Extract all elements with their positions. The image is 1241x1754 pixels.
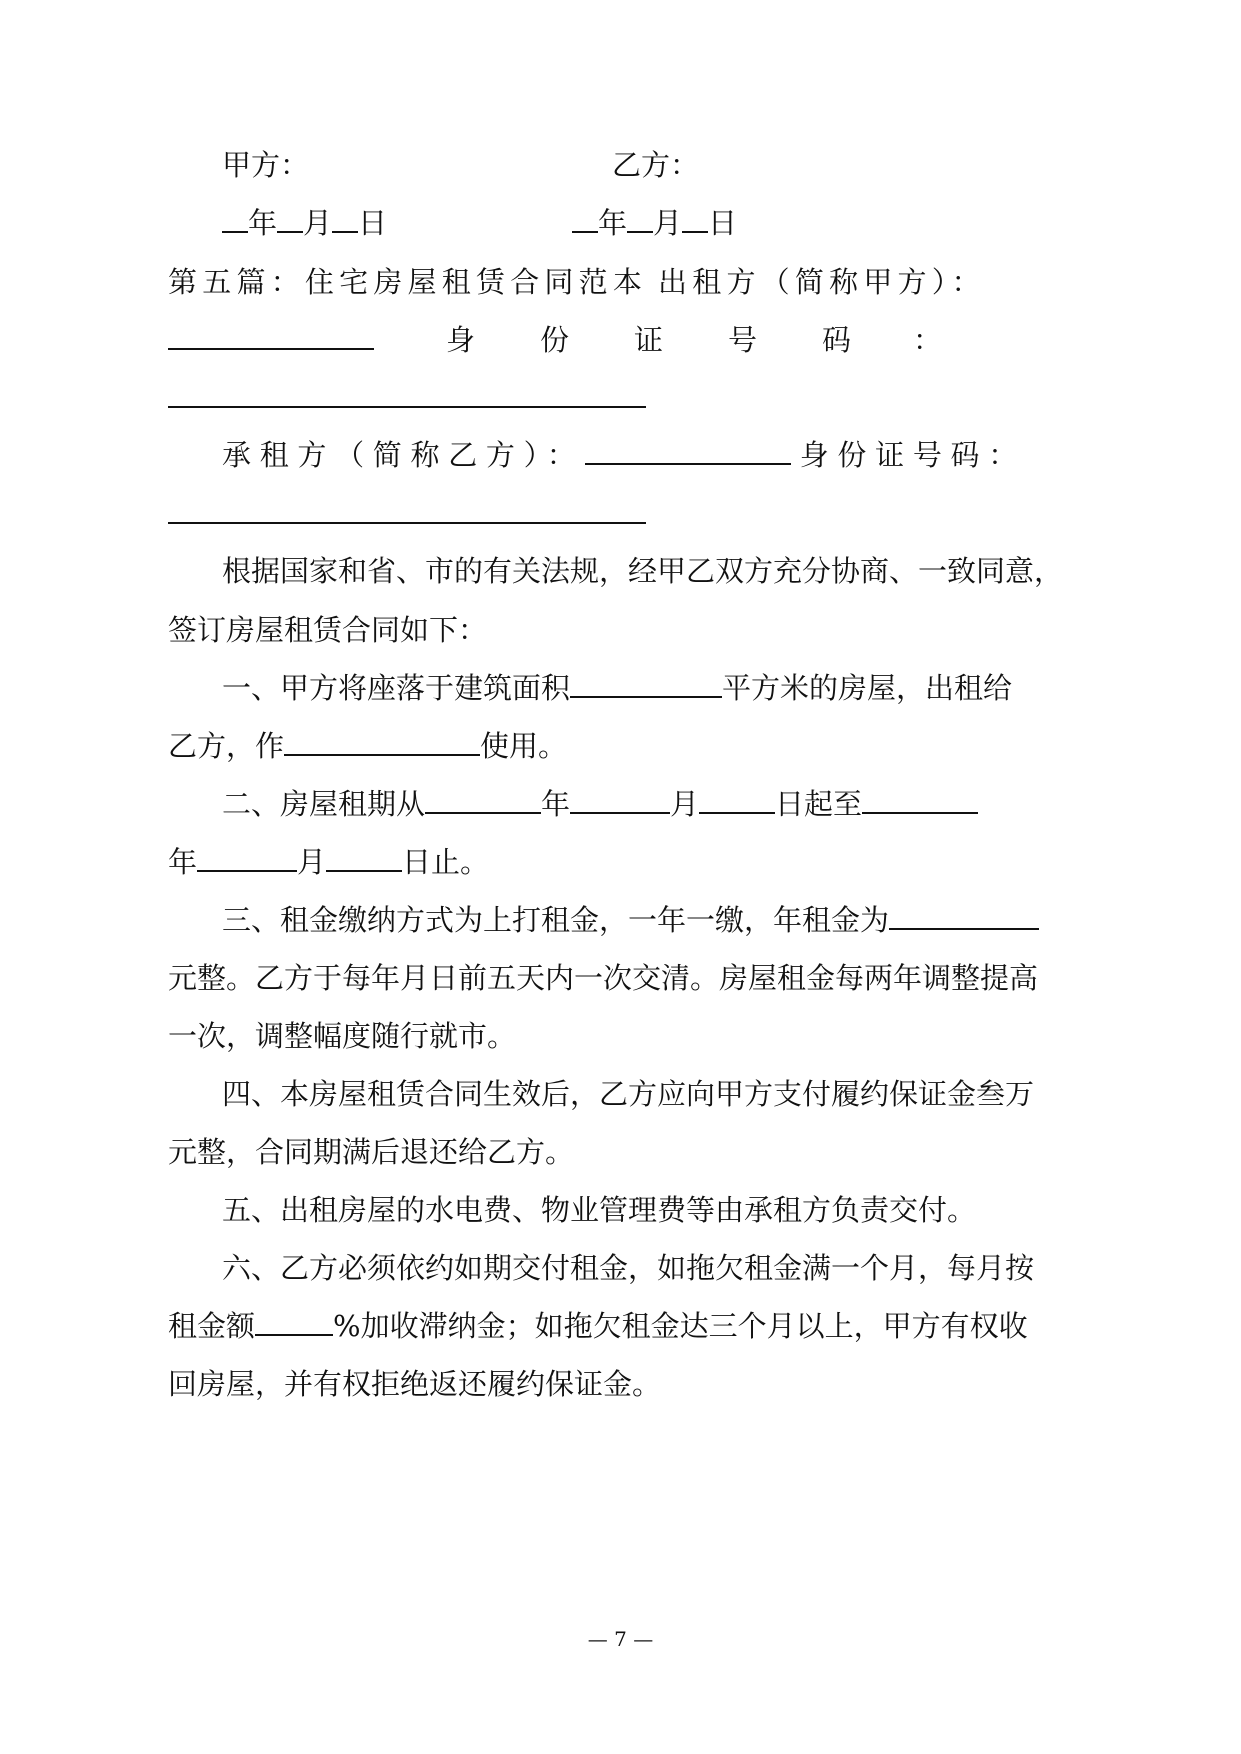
lessee-name-blank[interactable] (585, 436, 791, 465)
clause-2-month-2: 月 (297, 845, 327, 879)
annual-rent-blank[interactable] (889, 901, 1039, 930)
page-number: — 7 — (587, 1627, 654, 1651)
start-year-blank[interactable] (425, 785, 541, 814)
clause-1-text-b: 平方米的房屋，出租给 (722, 671, 1013, 705)
lessor-label: 出租方（简称甲方）： (658, 265, 986, 299)
clause-3-line-3 (168, 1016, 516, 1056)
lessee-id-blank-line (168, 494, 646, 534)
clause-5-text: 五、出租房屋的水电费、物业管理费等由承租方负责交付。 (222, 1193, 977, 1227)
lessee-id-label: 身份证号码： (799, 438, 1026, 472)
clause-3-line-1 (222, 900, 1039, 940)
clause-1-text-a: 一、甲方将座落于建筑面积 (222, 671, 571, 705)
clause-3-line-2 (168, 958, 1038, 998)
lessor-name-blank[interactable] (168, 321, 374, 350)
clause-2-line-1 (222, 784, 978, 824)
clause-2-year: 年 (541, 787, 571, 821)
clause-3-text-a: 三、租金缴纳方式为上打租金，一年一缴，年租金为 (222, 903, 890, 937)
date-year-blank[interactable] (222, 204, 248, 233)
party-b-signature (612, 145, 699, 185)
clause-6-text-a: 六、乙方必须依约如期交付租金，如拖欠租金满一个月，每月按 (222, 1251, 1035, 1285)
clause-6-text-b: 租金额 (168, 1309, 256, 1343)
id-char-3: 证 (634, 323, 664, 357)
year-label: 年 (598, 206, 628, 240)
clause-3-text-b: 元整。乙方于每年月日前五天内一次交清。房屋租金每两年调整提高 (168, 961, 1039, 995)
clause-1-line-2 (168, 726, 567, 766)
clause-2-text-b: 日起至 (775, 787, 863, 821)
lessor-id-blank-line (168, 378, 646, 418)
clause-5-line (222, 1190, 976, 1230)
lessee-id-blank[interactable] (168, 495, 646, 524)
date-month-blank[interactable] (627, 204, 653, 233)
party-a-label: 甲方： (222, 148, 310, 182)
month-label: 月 (653, 206, 683, 240)
lessor-id-line (168, 320, 943, 360)
clause-6-line-2 (168, 1306, 1028, 1346)
intro-line-1 (222, 551, 1063, 591)
area-blank[interactable] (570, 669, 722, 698)
date-year-blank[interactable] (572, 204, 598, 233)
lessee-label: 承租方（简称乙方）： (222, 438, 585, 472)
id-char-6: ： (913, 323, 943, 357)
end-month-blank[interactable] (197, 843, 297, 872)
usage-blank[interactable] (284, 727, 480, 756)
date-month-blank[interactable] (277, 204, 303, 233)
lessor-id-blank[interactable] (168, 379, 646, 408)
late-fee-rate-blank[interactable] (255, 1307, 333, 1336)
clause-2-year-2: 年 (168, 845, 198, 879)
date-day-blank[interactable] (682, 204, 708, 233)
clause-6-text-d: 回房屋，并有权拒绝返还履约保证金。 (168, 1367, 662, 1401)
month-label: 月 (303, 206, 333, 240)
clause-4-line-1 (222, 1074, 1034, 1114)
start-month-blank[interactable] (570, 785, 670, 814)
id-char-5: 码 (822, 323, 852, 357)
party-b-label: 乙方： (612, 148, 700, 182)
end-year-blank[interactable] (862, 785, 978, 814)
clause-4-text-b: 元整，合同期满后退还给乙方。 (168, 1135, 575, 1169)
day-label: 日 (358, 206, 388, 240)
party-a-signature (222, 145, 309, 185)
document-title: 第五篇：住宅房屋租赁合同范本 (168, 265, 648, 299)
clause-1-text-c: 乙方，作 (168, 729, 285, 763)
clause-4-text-a: 四、本房屋租赁合同生效后，乙方应向甲方支付履约保证金叁万 (222, 1077, 1035, 1111)
end-day-blank[interactable] (326, 843, 402, 872)
clause-6-line-1 (222, 1248, 1034, 1288)
id-char-1: 身 (446, 323, 476, 357)
intro-text-2: 签订房屋租赁合同如下： (168, 613, 488, 647)
clause-2-text-a: 二、房屋租期从 (222, 787, 426, 821)
id-char-2: 份 (540, 323, 570, 357)
id-char-4: 号 (728, 323, 758, 357)
clause-6-line-3 (168, 1364, 661, 1404)
clause-3-text-c: 一次，调整幅度随行就市。 (168, 1019, 517, 1053)
party-b-date (572, 203, 737, 243)
clause-1-line-1 (222, 668, 1012, 708)
title-line (168, 262, 986, 302)
clause-1-text-d: 使用。 (480, 729, 568, 763)
date-day-blank[interactable] (332, 204, 358, 233)
lessee-line (222, 435, 1026, 475)
party-a-date (222, 203, 387, 243)
clause-2-text-c: 日止。 (402, 845, 490, 879)
clause-6-text-c: %加收滞纳金；如拖欠租金达三个月以上，甲方有权收 (333, 1309, 1028, 1343)
clause-2-month: 月 (670, 787, 700, 821)
intro-line-2 (168, 610, 487, 650)
start-day-blank[interactable] (699, 785, 775, 814)
year-label: 年 (248, 206, 278, 240)
intro-text-1: 根据国家和省、市的有关法规，经甲乙双方充分协商、一致同意， (222, 554, 1064, 588)
clause-4-line-2 (168, 1132, 574, 1172)
clause-2-line-2 (168, 842, 489, 882)
day-label: 日 (708, 206, 738, 240)
